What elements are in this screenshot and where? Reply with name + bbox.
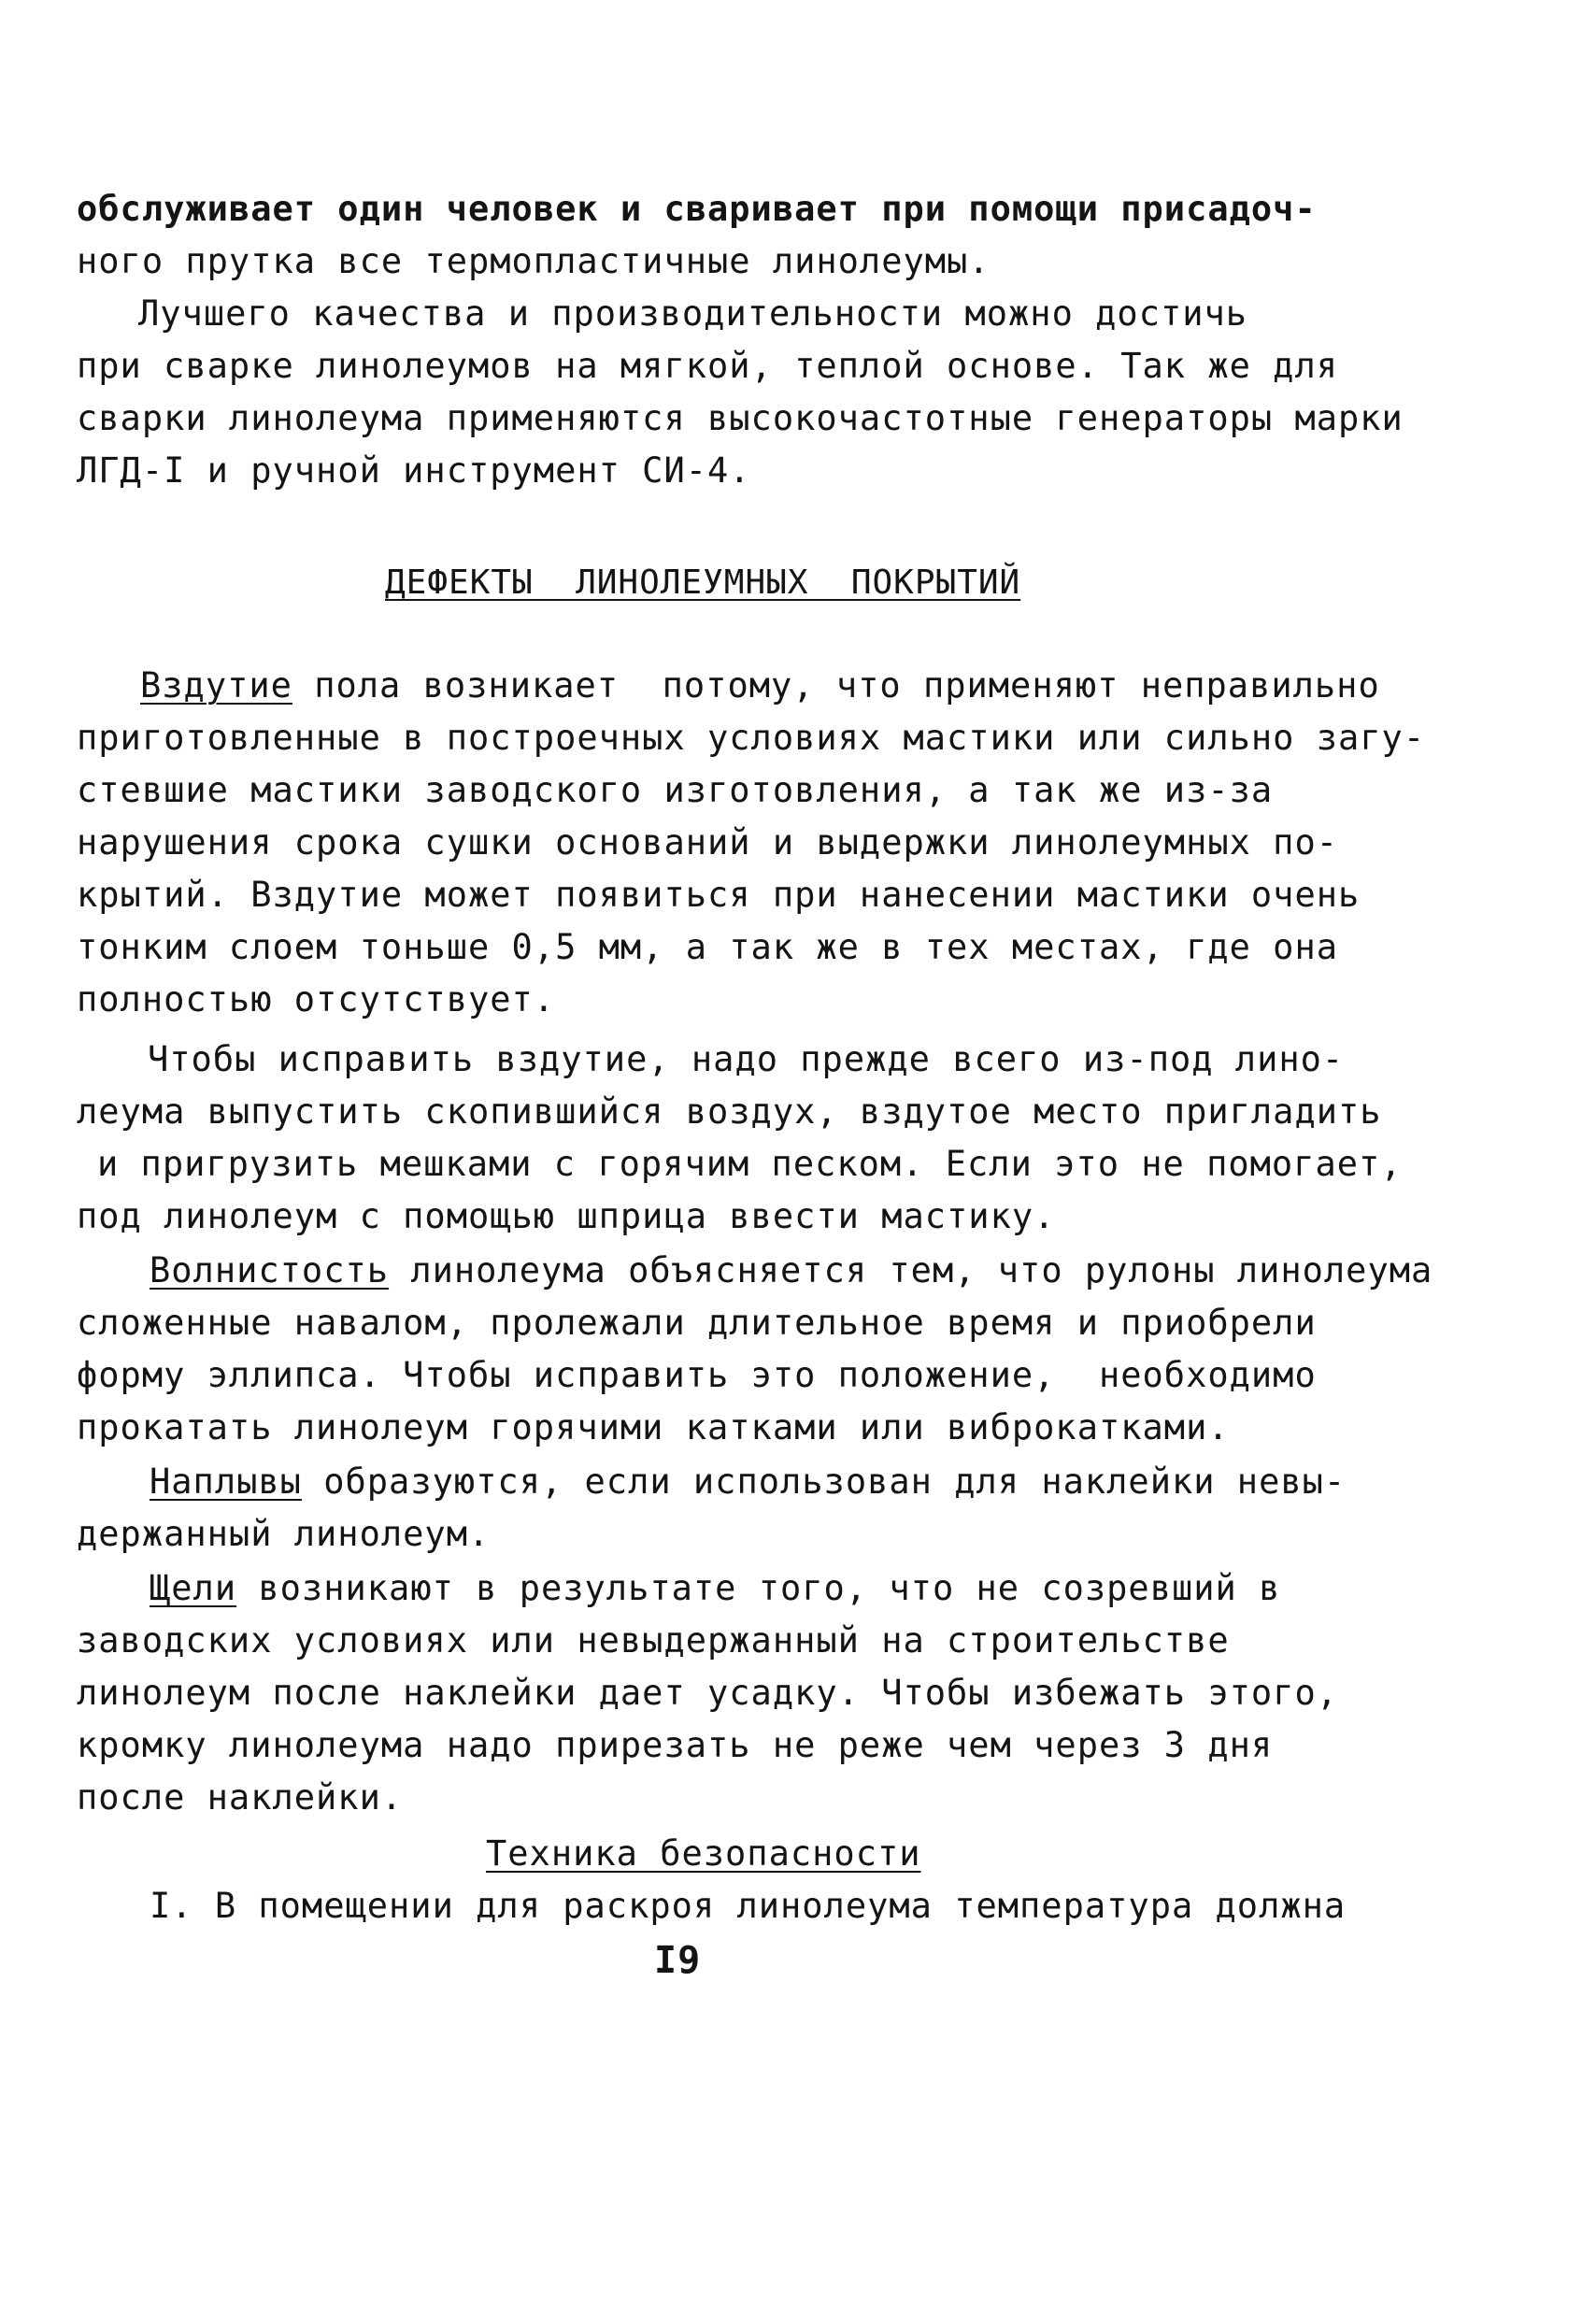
waviness-line-2: сложенные навалом, пролежали длительное время и приобрели: [77, 1303, 1317, 1343]
sagging-line-1-text: образуются, если использован для наклейки невы-: [301, 1461, 1347, 1502]
gaps-line-2: заводских условиях или невыдержанный на строительстве: [77, 1620, 1230, 1661]
waviness-line-3: форму эллипса. Чтобы исправить это положение, необходимо: [77, 1355, 1317, 1395]
swelling-line-1: [140, 663, 1380, 708]
welding-line-4: ЛГД-I и ручной инструмент СИ-4.: [77, 450, 751, 491]
gaps-line-1-text: возникают в результате того, что не созревший в: [236, 1568, 1281, 1608]
sagging-line-1: [150, 1460, 1346, 1504]
term-sagging: Наплывы: [150, 1461, 302, 1502]
swelling-line-2: приготовленные в построечных условиях мастики или сильно загу-: [77, 718, 1426, 758]
term-waviness: Волнистость: [150, 1250, 390, 1290]
swelling-line-4: нарушения срока сушки оснований и выдержки линолеумных по-: [77, 822, 1339, 863]
swelling-line-7: полностью отсутствует.: [77, 979, 556, 1019]
term-gaps: Щели: [150, 1568, 237, 1608]
waviness-line-4: прокатать линолеум горячими катками или виброкатками.: [77, 1407, 1230, 1447]
sagging-line-2: держанный линолеум.: [77, 1514, 491, 1554]
welding-line-2: при сварке линолеумов на мягкой, теплой основе. Так же для: [77, 346, 1339, 386]
welding-line-3: сварки линолеума применяются высокочастотные генераторы марки: [77, 398, 1404, 438]
safety-item-1: I. В помещении для раскроя линолеума температура должна: [150, 1886, 1347, 1926]
swelling-line-6: тонким слоем тоньше 0,5 мм, а так же в тех местах, где она: [77, 927, 1339, 967]
safety-title: Техника безопасности: [486, 1833, 921, 1874]
waviness-line-1: [150, 1248, 1432, 1293]
fix-line-2: леума выпустить скопившийся воздух, вздутое место пригладить: [77, 1091, 1382, 1132]
fix-line-1: Чтобы исправить вздутие, надо прежде всего из-под лино-: [148, 1039, 1345, 1079]
fix-line-4: под линолеум с помощью шприца ввести мастику.: [77, 1196, 1056, 1236]
welding-line-1: Лучшего качества и производительности можно достичь: [138, 293, 1248, 334]
gaps-line-5: после наклейки.: [77, 1777, 404, 1818]
gaps-line-4: кромку линолеума надо прирезать не реже чем через 3 дня: [77, 1725, 1274, 1765]
intro-line-2: ного прутка все термопластичные линолеумы.: [77, 241, 991, 281]
swelling-line-3: стевшие мастики заводского изготовления, а так же из-за: [77, 770, 1274, 810]
fix-line-3: и пригрузить мешками с горячим песком. Если это не помогает,: [97, 1144, 1403, 1184]
swelling-line-5: крытий. Вздутие может появиться при нанесении мастики очень: [77, 875, 1361, 915]
swelling-line-1-text: пола возникает потому, что применяют неправильно: [292, 665, 1380, 706]
page-number: I9: [654, 1939, 702, 1982]
term-swelling: Вздутие: [140, 665, 292, 706]
gaps-line-1: [150, 1566, 1280, 1611]
intro-line-1: обслуживает один человек и сваривает при помощи присадоч-: [77, 189, 1317, 229]
waviness-line-1-text: линолеума объясняется тем, что рулоны линолеума: [389, 1250, 1433, 1290]
section-title: ДЕФЕКТЫ ЛИНОЛЕУМНЫХ ПОКРЫТИЙ: [385, 563, 1021, 602]
gaps-line-3: линолеум после наклейки дает усадку. Чтобы избежать этого,: [77, 1673, 1339, 1713]
